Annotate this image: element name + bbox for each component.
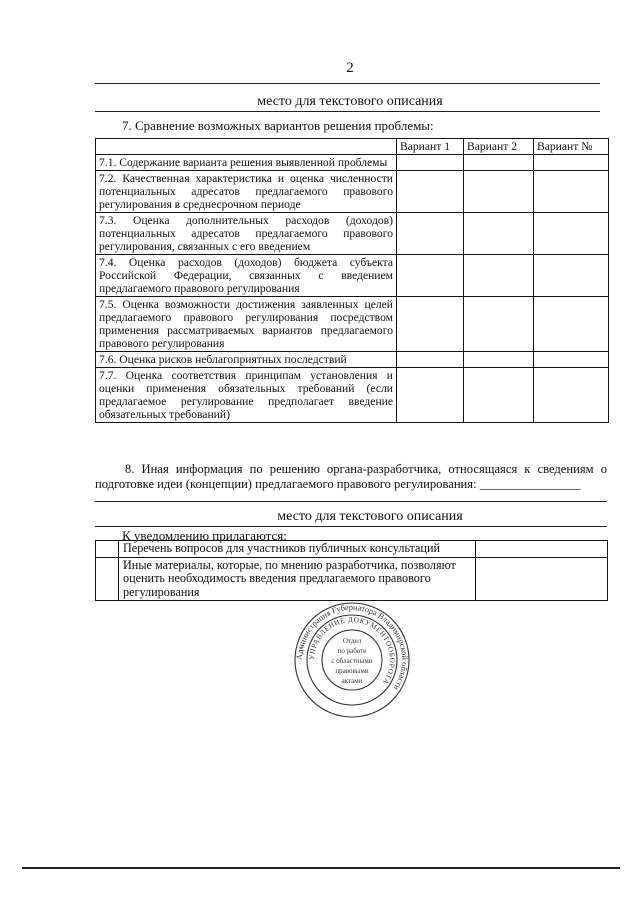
table-header-cell: Вариант № xyxy=(534,139,609,155)
stamp-center-line: правовыми xyxy=(335,667,369,675)
variant-n-cell xyxy=(534,171,609,213)
variant-2-cell xyxy=(464,213,534,255)
criterion-cell: 7.1. Содержание варианта решения выявленной проблемы xyxy=(96,155,397,171)
table-header-row xyxy=(96,139,609,155)
variant-1-cell xyxy=(397,368,464,423)
variant-n-cell xyxy=(534,368,609,423)
answer-line xyxy=(95,501,607,502)
criterion-cell: 7.5. Оценка возможности достижения заявленных целей предлагаемого правового регулирования посредством применения рассматриваемых вариантов предлагаемого правового регулирования xyxy=(96,297,397,352)
divider-line xyxy=(95,111,600,112)
criterion-cell: 7.6. Оценка рисков неблагоприятных последствий xyxy=(96,352,397,368)
divider-line xyxy=(95,83,600,84)
table-row xyxy=(96,171,609,213)
stamp-center-line: Отдел xyxy=(342,637,362,645)
variant-1-cell xyxy=(397,213,464,255)
table-row xyxy=(96,352,609,368)
variant-n-cell xyxy=(534,155,609,171)
attachment-item: Перечень вопросов для участников публичных консультаций xyxy=(119,541,476,558)
table-row xyxy=(96,213,609,255)
variant-n-cell xyxy=(534,255,609,297)
official-stamp xyxy=(293,601,411,719)
table-row xyxy=(96,541,608,558)
variant-n-cell xyxy=(534,297,609,352)
table-row xyxy=(96,155,609,171)
text-placeholder-1: место для текстового описания xyxy=(257,94,443,109)
attachments-table xyxy=(95,540,608,601)
attachments-title: К уведомлению прилагаются: xyxy=(122,528,287,543)
variant-1-cell xyxy=(397,171,464,213)
text-placeholder-2: место для текстового описания xyxy=(277,509,463,524)
attachment-note-cell xyxy=(476,541,608,558)
comparison-table xyxy=(95,138,609,423)
stamp-center-line: актами xyxy=(341,677,363,685)
table-header-cell: Вариант 2 xyxy=(464,139,534,155)
table-row xyxy=(96,368,609,423)
variant-1-cell xyxy=(397,155,464,171)
variant-1-cell xyxy=(397,297,464,352)
page-number: 2 xyxy=(346,60,354,76)
variant-1-cell xyxy=(397,352,464,368)
criterion-cell: 7.4. Оценка расходов (доходов) бюджета субъекта Российской Федерации, связанных с введением предлагаемого правового регулирования xyxy=(96,255,397,297)
criterion-cell: 7.7. Оценка соответствия принципам установления и оценки применения обязательных требований (если предлагаемое регулирование предполагает введение обязательных требований) xyxy=(96,368,397,423)
number-cell xyxy=(96,541,119,558)
variant-2-cell xyxy=(464,255,534,297)
section-7-title: 7. Сравнение возможных вариантов решения проблемы: xyxy=(122,118,434,133)
table-row xyxy=(96,557,608,601)
variant-2-cell xyxy=(464,297,534,352)
bottom-rule xyxy=(22,867,620,869)
variant-2-cell xyxy=(464,368,534,423)
variant-n-cell xyxy=(534,213,609,255)
attachment-note-cell xyxy=(476,557,608,601)
variant-2-cell xyxy=(464,171,534,213)
table-header-cell: Вариант 1 xyxy=(397,139,464,155)
attachment-item: Иные материалы, которые, по мнению разработчика, позволяют оценить необходимость введения предлагаемого правового регулирования xyxy=(119,557,476,601)
number-cell xyxy=(96,557,119,601)
stamp-middle-text: УПРАВЛЕНИЕ ДОКУМЕНТООБОРОТА xyxy=(307,615,397,687)
stamp-outer-text: Администрация Губернатора Владимирской области xyxy=(294,602,410,692)
variant-n-cell xyxy=(534,352,609,368)
table-row xyxy=(96,297,609,352)
stamp-center-line: с областными xyxy=(331,657,373,665)
variant-2-cell xyxy=(464,155,534,171)
criterion-cell: 7.3. Оценка дополнительных расходов (доходов) потенциальных адресатов предлагаемого правового регулирования, связанных с его введением xyxy=(96,213,397,255)
criterion-cell: 7.2. Качественная характеристика и оценка численности потенциальных адресатов предлагаемого правового регулирования в среднесрочном периоде xyxy=(96,171,397,213)
variant-1-cell xyxy=(397,255,464,297)
table-row xyxy=(96,255,609,297)
stamp-seal-icon xyxy=(293,601,411,719)
table-header-cell xyxy=(96,139,397,155)
variant-2-cell xyxy=(464,352,534,368)
divider-line xyxy=(95,526,607,527)
section-8-text: 8. Иная информация по решению органа-разработчика, относящаяся к сведениям о подготовке идеи (концепции) предлагаемого правового регулирования: ________________ xyxy=(95,462,607,491)
stamp-center-line: по работе xyxy=(337,647,367,655)
